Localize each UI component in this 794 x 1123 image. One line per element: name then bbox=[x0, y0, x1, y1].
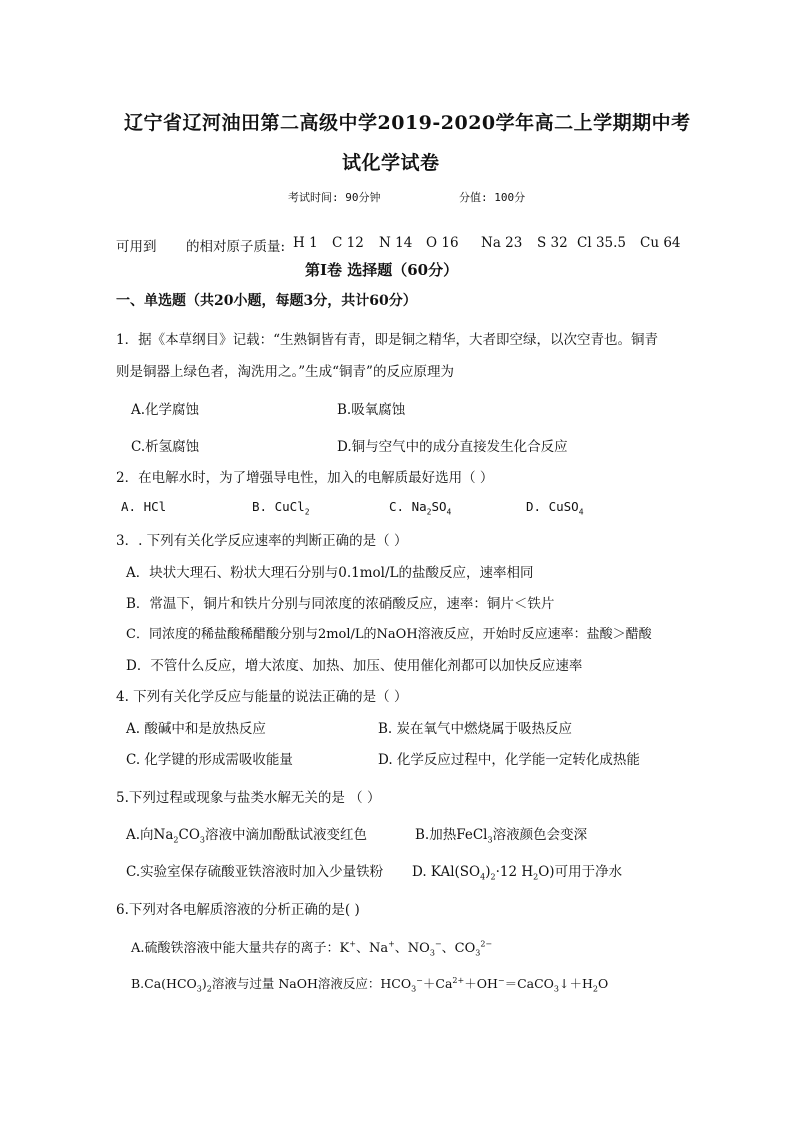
atomic-mass-s: S 32 bbox=[537, 235, 568, 251]
q2-option-a: A. HCl bbox=[121, 499, 167, 514]
q1-stem-line1: 1．据《本草纲目》记载：“生熟铜皆有青，即是铜之精华，大者即空绿，以次空青也。铜青 bbox=[116, 332, 658, 348]
atomic-mass-cl: Cl 35.5 bbox=[577, 235, 626, 251]
q2-option-c: C. $Na_2SO_4$ bbox=[389, 499, 452, 517]
atomic-mass-h: H 1 bbox=[293, 235, 318, 251]
q4-option-d: D. 化学反应过程中，化学能一定转化成热能 bbox=[378, 752, 640, 768]
q2-option-b: B. CuCl$_2$ bbox=[252, 499, 310, 517]
page-title-line2: 试化学试卷 bbox=[342, 152, 440, 174]
q5-stem: 5.下列过程或现象与盐类水解无关的是 （ ） bbox=[116, 790, 381, 806]
atomic-mass-label2: 的相对原子质量: bbox=[186, 239, 286, 255]
q4-option-b: B. 炭在氧气中燃烧属于吸热反应 bbox=[378, 721, 573, 737]
q1-stem-line2: 则是铜器上绿色者，淘洗用之。”生成“铜青”的反应原理为 bbox=[116, 364, 454, 380]
section-title: 一、单选题（共20小题，每题3分，共计60分） bbox=[116, 293, 417, 309]
atomic-mass-n: N 14 bbox=[379, 235, 413, 251]
q1-option-d: D.铜与空气中的成分直接发生化合反应 bbox=[337, 439, 568, 455]
q6-stem: 6.下列对各电解质溶液的分析正确的是( ) bbox=[116, 902, 360, 918]
atomic-mass-label: 可用到 bbox=[116, 239, 157, 255]
q3-option-a: A．块状大理石、粉状大理石分别与0.1mol/L的盐酸反应，速率相同 bbox=[126, 565, 534, 581]
q1-option-c: C.析氢腐蚀 bbox=[131, 439, 200, 455]
q4-option-c: C. 化学键的形成需吸收能量 bbox=[126, 752, 293, 768]
atomic-mass-cu: Cu 64 bbox=[640, 235, 681, 251]
q2-option-d: D. CuSO$_4$ bbox=[526, 499, 584, 517]
exam-score: 分值: 100分 bbox=[459, 191, 526, 204]
q3-option-d: D．不管什么反应，增大浓度、加热、加压、使用催化剂都可以加快反应速率 bbox=[126, 658, 583, 674]
q2-stem: 2．在电解水时，为了增强导电性，加入的电解质最好选用（ ） bbox=[116, 470, 494, 486]
q1-option-a: A.化学腐蚀 bbox=[131, 402, 200, 418]
q5-option-b: B.加热FeCl$_3$溶液颜色会变深 bbox=[415, 827, 588, 845]
q1-option-b: B.吸氧腐蚀 bbox=[337, 402, 406, 418]
atomic-mass-na: Na 23 bbox=[481, 235, 523, 251]
q6-option-a: A.硫酸铁溶液中能大量共存的离子：K+、Na+、$NO_3^-$、$CO_3^{2-}$ bbox=[131, 939, 493, 958]
q5-option-a: A.向$Na_2CO_3$溶液中滴加酚酞试液变红色 bbox=[126, 827, 367, 845]
q3-option-b: B．常温下，铜片和铁片分别与同浓度的浓硝酸反应，速率：铜片＜铁片 bbox=[126, 596, 555, 612]
q5-option-d: D. $KAl(SO_4)_2\cdot 12$ $H_2O$)可用于净水 bbox=[412, 864, 623, 882]
atomic-mass-c: C 12 bbox=[332, 235, 364, 251]
q4-stem: 4. 下列有关化学反应与能量的说法正确的是（ ） bbox=[116, 689, 408, 705]
q6-option-b: $B.Ca(HCO_3)_2$溶液与过量 NaOH溶液反应：$HCO_3^-+Ca^{2+}+OH^-=CaCO_3↓+H_2O$ bbox=[131, 975, 609, 994]
part-title: 第Ⅰ卷 选择题（60分） bbox=[305, 261, 459, 279]
q3-stem: 3．. 下列有关化学反应速率的判断正确的是（ ） bbox=[116, 533, 408, 549]
atomic-mass-o: O 16 bbox=[426, 235, 459, 251]
q4-option-a: A. 酸碱中和是放热反应 bbox=[126, 721, 266, 737]
q5-option-c: C.实验室保存硫酸亚铁溶液时加入少量铁粉 bbox=[126, 864, 384, 880]
page-title-line1: 辽宁省辽河油田第二高级中学2019-2020学年高二上学期期中考 bbox=[124, 112, 691, 134]
exam-time: 考试时间: 90分钟 bbox=[288, 191, 381, 204]
q3-option-c: C．同浓度的稀盐酸稀醋酸分别与2mol/L的NaOH溶液反应，开始时反应速率：盐酸＞醋酸 bbox=[126, 627, 652, 642]
